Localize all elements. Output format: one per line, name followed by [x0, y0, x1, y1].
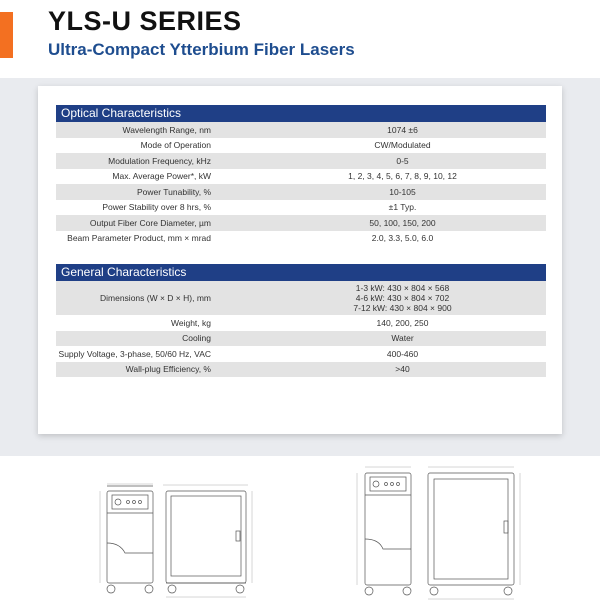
page-title: YLS-U SERIES	[48, 6, 242, 36]
table-row	[56, 138, 546, 154]
row-label: Wavelength Range, nm	[122, 124, 211, 135]
row-value: 1074 ±6	[387, 124, 418, 135]
technical-drawings	[0, 456, 600, 600]
table-row	[56, 169, 546, 185]
dimension-line: 7-12 kW: 430 × 804 × 900	[353, 303, 452, 313]
row-label: Output Fiber Core Diameter, µm	[89, 217, 211, 228]
dimension-line: 1-3 kW: 430 × 804 × 568	[355, 283, 450, 293]
front-view-drawing-large	[420, 461, 530, 601]
general-section-header: General Characteristics	[56, 264, 546, 281]
row-value: 0-5	[396, 155, 409, 166]
row-label: Modulation Frequency, kHz	[108, 155, 211, 166]
row-label: Dimensions (W × D × H), mm	[100, 293, 211, 303]
optical-characteristics-table	[56, 105, 546, 246]
row-label: Power Tunability, %	[136, 186, 211, 197]
row-value: 1, 2, 3, 4, 5, 6, 7, 8, 9, 10, 12	[348, 171, 457, 182]
row-value: 140, 200, 250	[376, 317, 429, 328]
table-row	[56, 215, 546, 231]
row-label: Max. Average Power*, kW	[112, 171, 211, 182]
row-label: Weight, kg	[170, 317, 211, 328]
front-view-drawing-small	[158, 481, 258, 603]
accent-bar	[0, 12, 13, 58]
optical-section-header: Optical Characteristics	[56, 105, 546, 122]
row-label: Mode of Operation	[140, 140, 211, 151]
table-row	[56, 231, 546, 247]
row-value: 400-460	[386, 348, 419, 359]
row-label: Cooling	[182, 333, 211, 344]
table-row	[56, 122, 546, 138]
table-row	[56, 184, 546, 200]
general-characteristics-table	[56, 264, 546, 377]
table-row	[56, 153, 546, 169]
row-value: >40	[395, 364, 410, 375]
table-row	[56, 281, 546, 315]
side-view-drawing-small	[80, 481, 155, 601]
row-value: 2.0, 3.3, 5.0, 6.0	[371, 233, 434, 244]
row-label: Supply Voltage, 3-phase, 50/60 Hz, VAC	[58, 348, 211, 359]
table-row	[56, 362, 546, 378]
side-view-drawing-large	[335, 461, 415, 601]
page-subtitle: Ultra-Compact Ytterbium Fiber Lasers	[48, 40, 355, 59]
row-value: Water	[391, 333, 414, 344]
row-value: CW/Modulated	[374, 140, 431, 151]
table-row	[56, 346, 546, 362]
row-value	[219, 283, 546, 313]
row-label: Power Stability over 8 hrs, %	[102, 202, 211, 213]
row-value: 50, 100, 150, 200	[369, 217, 436, 228]
row-label: Beam Parameter Product, mm × mrad	[67, 233, 211, 244]
table-row	[56, 200, 546, 216]
table-row	[56, 315, 546, 331]
row-value: 10-105	[389, 186, 416, 197]
table-row	[56, 331, 546, 347]
dimension-line: 4-6 kW: 430 × 804 × 702	[355, 293, 450, 303]
row-value: ±1 Typ.	[388, 202, 417, 213]
row-label: Wall-plug Efficiency, %	[125, 364, 211, 375]
